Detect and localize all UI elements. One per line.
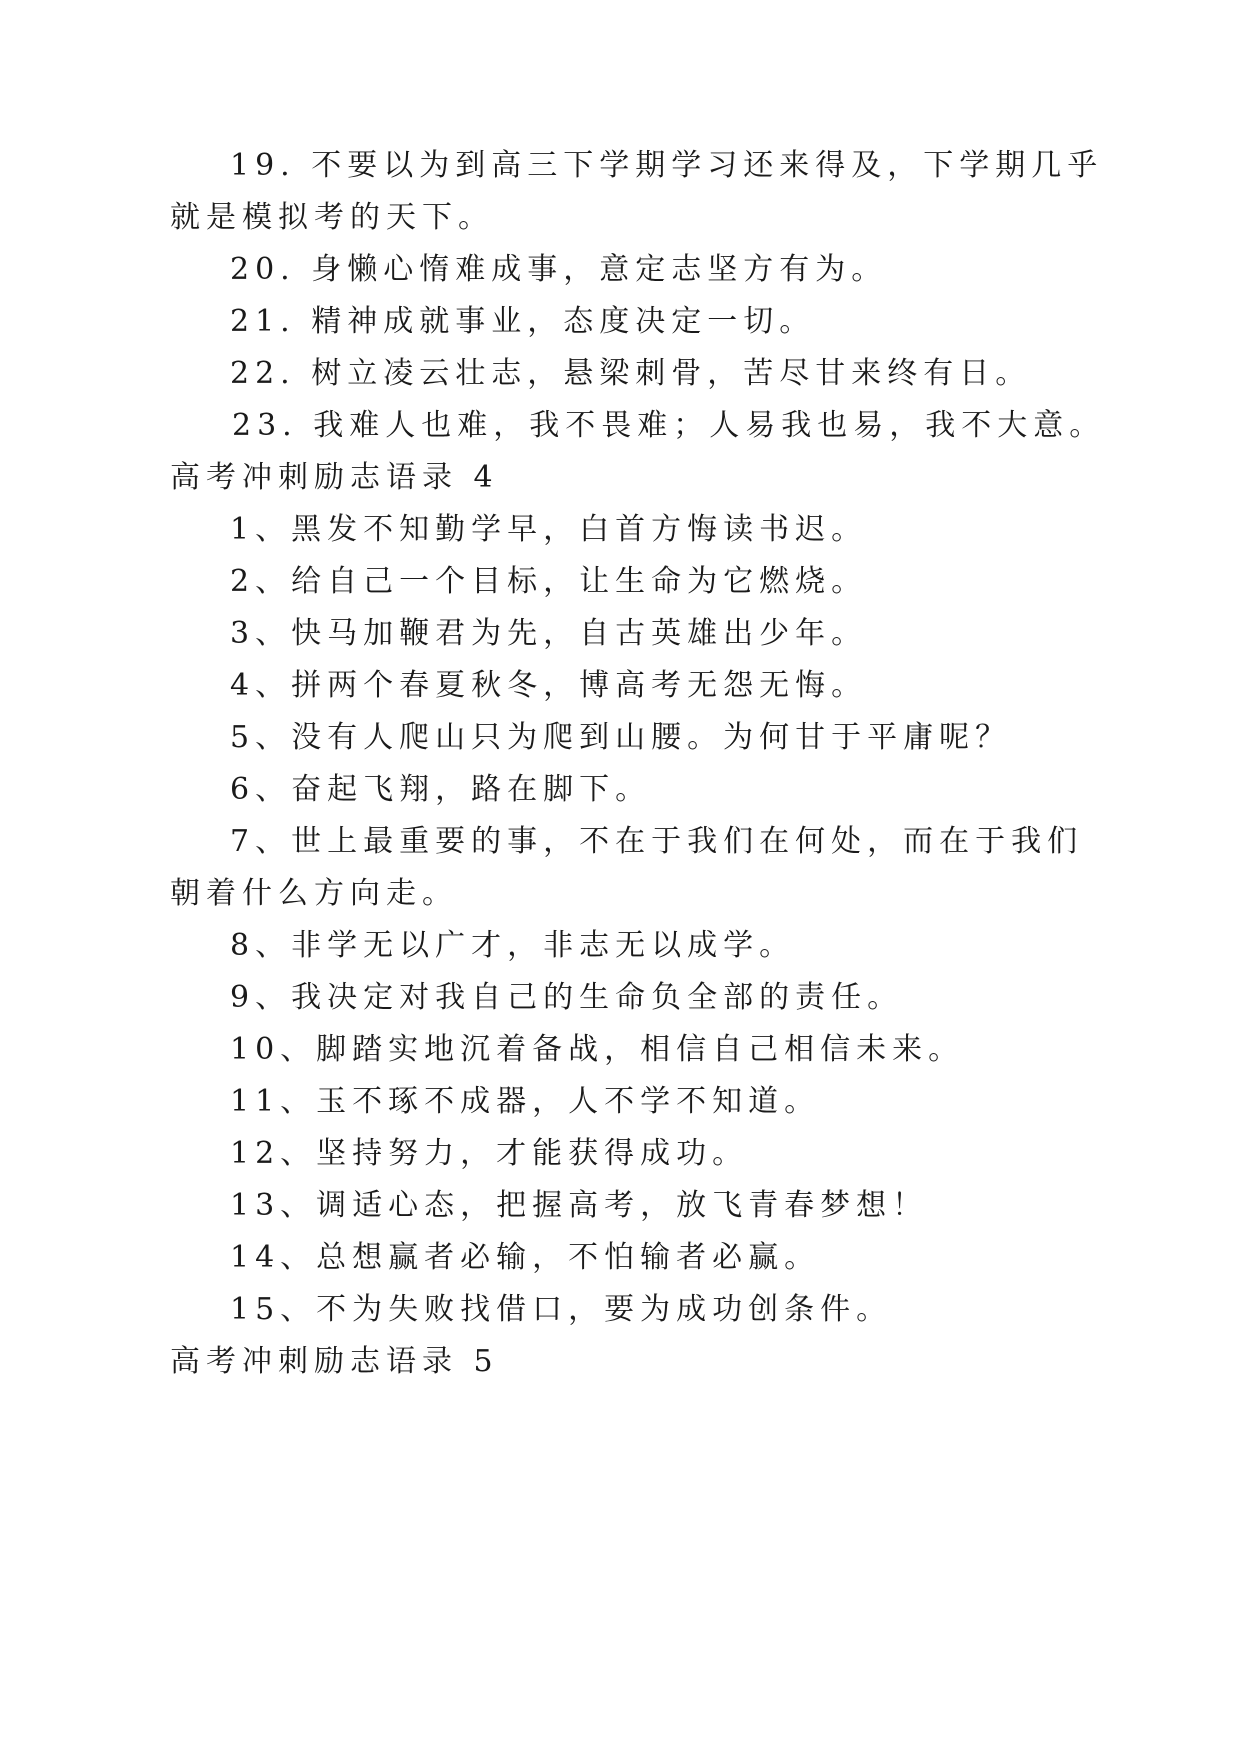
paragraph-line: 13、调适心态，把握高考，放飞青春梦想！ — [230, 1188, 929, 1223]
paragraph-line: 14、总想赢者必输，不怕输者必赢。 — [230, 1240, 821, 1275]
paragraph-line: 20. 身懒心惰难成事，意定志坚方有为。 — [230, 252, 888, 287]
paragraph-line: 7、世上最重要的事，不在于我们在何处，而在于我们 — [230, 824, 1084, 859]
paragraph-line: 6、奋起飞翔，路在脚下。 — [230, 772, 652, 807]
paragraph-line: 3、快马加鞭君为先，自古英雄出少年。 — [230, 616, 868, 651]
section-heading: 高考冲刺励志语录 5 — [170, 1344, 499, 1379]
paragraph-line: 12、坚持努力，才能获得成功。 — [230, 1136, 749, 1171]
paragraph-line: 1、黑发不知勤学早，白首方悔读书迟。 — [230, 512, 868, 547]
paragraph-line: 23. 我难人也难，我不畏难；人易我也易，我不大意。 — [232, 408, 1106, 443]
paragraph-line: 21. 精神成就事业，态度决定一切。 — [230, 304, 816, 339]
paragraph-line: 2、给自己一个目标，让生命为它燃烧。 — [230, 564, 868, 599]
paragraph-line: 9、我决定对我自己的生命负全部的责任。 — [230, 980, 904, 1015]
section-heading: 高考冲刺励志语录 4 — [170, 460, 499, 495]
paragraph-line: 5、没有人爬山只为爬到山腰。为何甘于平庸呢？ — [230, 720, 1012, 755]
paragraph-line: 就是模拟考的天下。 — [170, 200, 494, 235]
paragraph-line: 15、不为失败找借口，要为成功创条件。 — [230, 1292, 893, 1327]
paragraph-line: 朝着什么方向走。 — [170, 876, 458, 911]
paragraph-line: 8、非学无以广才，非志无以成学。 — [230, 928, 796, 963]
paragraph-line: 11、玉不琢不成器，人不学不知道。 — [230, 1084, 821, 1119]
paragraph-line: 19. 不要以为到高三下学期学习还来得及，下学期几乎 — [230, 148, 1104, 183]
paragraph-line: 4、拼两个春夏秋冬，博高考无怨无悔。 — [230, 668, 868, 703]
paragraph-line: 10、脚踏实地沉着备战，相信自己相信未来。 — [230, 1032, 965, 1067]
paragraph-line: 22. 树立凌云壮志，悬梁刺骨，苦尽甘来终有日。 — [230, 356, 1032, 391]
